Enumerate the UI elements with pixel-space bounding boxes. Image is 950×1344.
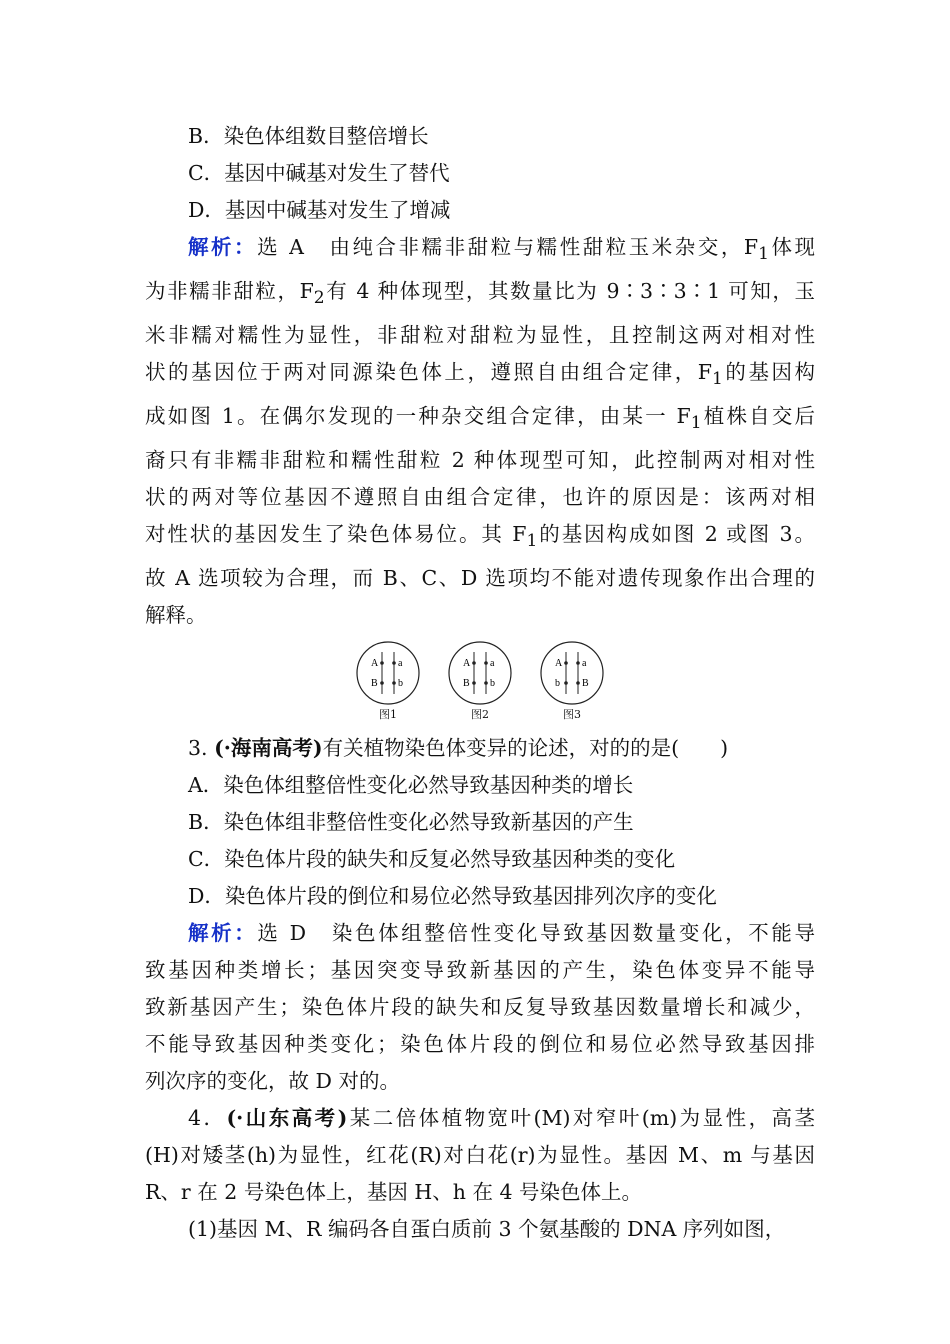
q3-option-a: A．染色体组整倍性变化必然导致基因种类的增长 [188, 773, 634, 798]
q2-option-b: B．染色体组数目整倍增长 [188, 124, 429, 148]
svg-text:A: A [371, 658, 379, 670]
svg-text:b: b [398, 678, 403, 690]
figure-2 [434, 640, 526, 722]
q3-option-b: B．染色体组非整倍性变化必然导致新基因的产生 [188, 810, 634, 835]
q2-analysis-line-8: 对性状的基因发生了染色体易位。其 $F_1$的基因构成如图 2 或图 3。 [145, 522, 815, 552]
q2-analysis-line-9: 故 A 选项较为合理，而 B、C、D 选项均不能对遗传现象作出合理的 [145, 566, 815, 591]
q4-stem-line-2: (H)对矮茎(h)为显性，红花(R)对白花(r)为显性。基因 M、m 与基因 [145, 1143, 815, 1168]
q4-source: (·山东高考) [226, 1106, 348, 1131]
q2-analysis-line-6: 裔只有非糯非甜粒和糯性甜粒 2 种体现型可知，此控制两对相对性 [145, 448, 815, 473]
figure-3 [526, 640, 618, 722]
document-page [145, 118, 815, 1248]
figure-caption: 图1 [379, 708, 397, 722]
q3-analysis-line-5: 列次序的变化，故 D 对的。 [145, 1069, 400, 1094]
cell-diagram-3 [539, 640, 605, 706]
q3-analysis-line-1: 解析：选 D 染色体组整倍性变化导致基因数量变化，不能导 [188, 921, 816, 946]
analysis-label: 解析： [188, 235, 258, 259]
cell-diagram-1 [355, 640, 421, 706]
figure-caption: 图2 [471, 708, 489, 722]
q2-option-c: C．基因中碱基对发生了替代 [188, 161, 450, 185]
q2-analysis-line-7: 状的两对等位基因不遵照自由组合定律，也许的原因是：该两对相 [145, 485, 815, 510]
svg-text:B: B [463, 678, 470, 690]
q4-stem-line-1: 4．(·山东高考)某二倍体植物宽叶(M)对窄叶(m)为显性，高茎 [188, 1106, 815, 1131]
q2-analysis-line-2: 为非糯非甜粒，$F_2$有 4 种体现型，其数量比为 9∶3∶3∶1 可知，玉 [145, 279, 815, 309]
q2-analysis-line-3: 米非糯对糯性为显性，非甜粒对甜粒为显性，且控制这两对相对性 [145, 323, 815, 348]
q2-analysis-line-4: 状的基因位于两对同源染色体上，遵照自由组合定律，$F_1$的基因构 [145, 360, 816, 390]
figure-caption: 图3 [563, 708, 581, 722]
svg-text:a: a [398, 658, 403, 670]
q4-stem-line-3: R、r 在 2 号染色体上，基因 H、h 在 4 号染色体上。 [145, 1180, 643, 1205]
q2-analysis-line-10: 解释。 [145, 603, 207, 628]
q3-option-c: C．染色体片段的缺失和反复必然导致基因种类的变化 [188, 847, 676, 872]
svg-text:a: a [582, 658, 587, 670]
svg-text:B: B [371, 678, 378, 690]
q2-option-d: D．基因中碱基对发生了增减 [188, 198, 451, 222]
q3-option-d: D．染色体片段的倒位和易位必然导致基因排列次序的变化 [188, 884, 717, 909]
svg-text:b: b [490, 678, 495, 690]
q3-stem: 3. (·海南高考)有关植物染色体变异的论述，对的的是( ) [188, 736, 729, 761]
q2-analysis-line-1: 解析：选 A 由纯合非糯非甜粒与糯性甜粒玉米杂交，$F_1$体现 [188, 235, 816, 265]
svg-text:a: a [490, 658, 495, 670]
q3-source: (·海南高考) [214, 736, 323, 761]
chromosome-figures [145, 640, 815, 722]
q3-analysis-line-2: 致基因种类增长；基因突变导致新基因的产生，染色体变异不能导 [145, 958, 815, 983]
svg-text:B: B [582, 678, 589, 690]
figure-1 [342, 640, 434, 722]
svg-text:A: A [463, 658, 471, 670]
q2-analysis-line-5: 成如图 1。在偶尔发现的一种杂交组合定律，由某一 $F_1$植株自交后 [145, 404, 815, 434]
svg-text:A: A [555, 658, 563, 670]
q3-analysis-line-3: 致新基因产生；染色体片段的缺失和反复导致基因数量增长和减少， [145, 995, 815, 1020]
cell-diagram-2 [447, 640, 513, 706]
analysis-label: 解析： [188, 921, 258, 946]
q4-part-1: (1)基因 M、R 编码各自蛋白质前 3 个氨基酸的 DNA 序列如图， [188, 1217, 786, 1242]
svg-text:b: b [555, 678, 560, 690]
q3-analysis-line-4: 不能导致基因种类变化；染色体片段的倒位和易位必然导致基因排 [145, 1032, 815, 1057]
